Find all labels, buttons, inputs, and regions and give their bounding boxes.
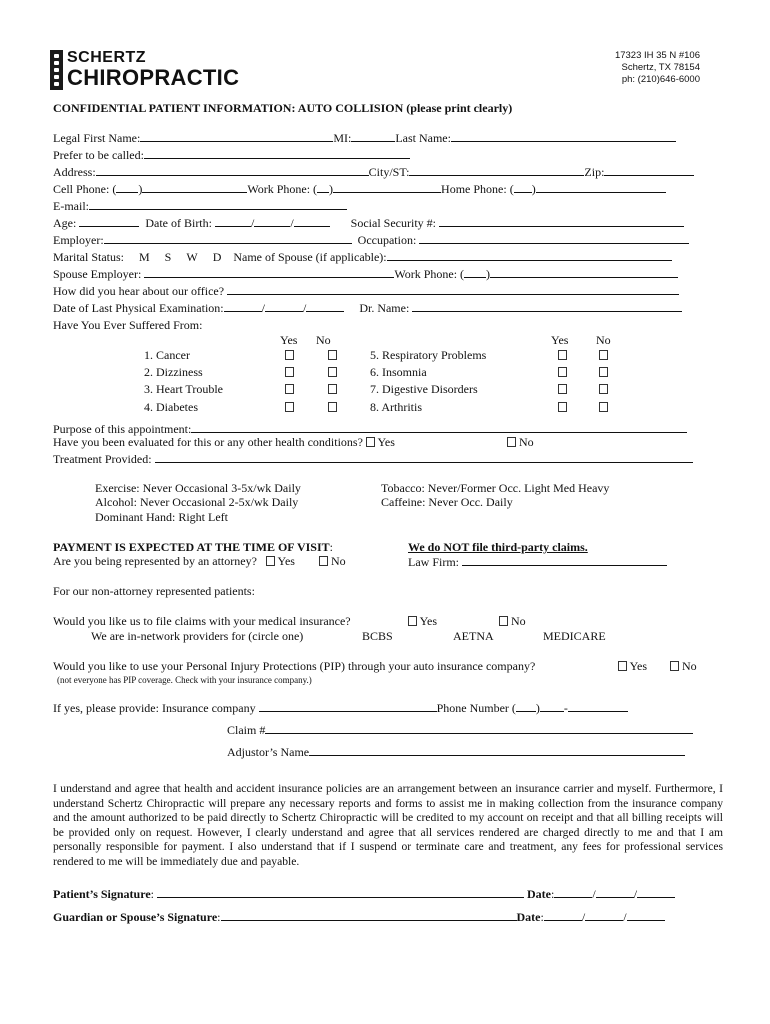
dob-month-field[interactable] <box>215 215 251 227</box>
insurance-row: If yes, please provide: Insurance company Phone Number ( ) - <box>53 700 628 715</box>
checkbox[interactable] <box>285 367 294 377</box>
attorney-no-checkbox[interactable] <box>319 556 328 566</box>
zip-field[interactable] <box>604 164 694 176</box>
pip-note: (not everyone has PIP coverage. Check with your insurance company.) <box>57 675 312 685</box>
spouse-phone-field[interactable] <box>490 266 678 278</box>
evaluated-yes-checkbox[interactable] <box>366 437 375 447</box>
pip-no: No <box>670 659 697 673</box>
provider-aetna[interactable]: AETNA <box>453 629 494 643</box>
claim-field[interactable] <box>265 722 693 734</box>
file-claims-no-checkbox[interactable] <box>499 616 508 626</box>
insurance-area-field[interactable] <box>516 700 536 712</box>
provider-medicare[interactable]: MEDICARE <box>543 629 606 643</box>
evaluated-row: Have you been evaluated for this or any other health conditions? Yes <box>53 435 395 449</box>
form-title: CONFIDENTIAL PATIENT INFORMATION: AUTO COLLISION (please print clearly) <box>53 101 513 115</box>
mi-field[interactable] <box>351 130 395 142</box>
dob-year-field[interactable] <box>294 215 330 227</box>
last-name-field[interactable] <box>451 130 676 142</box>
pip-yes-checkbox[interactable] <box>618 661 627 671</box>
checkbox[interactable] <box>328 350 337 360</box>
no-header-left: No <box>316 333 331 347</box>
clinic-address: 17323 IH 35 N #106 Schertz, TX 78154 ph: (210)646-6000 <box>614 50 700 85</box>
purpose-row: Purpose of this appointment: <box>53 421 687 436</box>
checkbox[interactable] <box>599 367 608 377</box>
marital-row: Marital Status: M S W D Name of Spouse (if applicable): <box>53 249 672 264</box>
address-field[interactable] <box>96 164 369 176</box>
ssn-field[interactable] <box>439 215 684 227</box>
file-claims-no: No <box>499 614 526 628</box>
exam-month-field[interactable] <box>224 300 262 312</box>
exercise-options[interactable]: Exercise: Never Occasional 3-5x/wk Daily <box>95 481 301 495</box>
adjustor-field[interactable] <box>309 744 685 756</box>
patient-date-year[interactable] <box>637 886 675 898</box>
checkbox[interactable] <box>328 367 337 377</box>
non-attorney-note: For our non-attorney represented patients: <box>53 584 255 598</box>
condition-label: 7. Digestive Disorders <box>370 382 478 396</box>
tobacco-options[interactable]: Tobacco: Never/Former Occ. Light Med Heavy <box>381 481 610 495</box>
patient-date-month[interactable] <box>554 886 592 898</box>
condition-label: 2. Dizziness <box>144 365 203 379</box>
pip-no-checkbox[interactable] <box>670 661 679 671</box>
marital-m[interactable]: M <box>139 250 150 264</box>
insurance-prefix-field[interactable] <box>540 700 564 712</box>
hear-field[interactable] <box>227 283 679 295</box>
prefer-row: Prefer to be called: <box>53 147 410 162</box>
yes-header-left: Yes <box>280 333 298 347</box>
checkbox[interactable] <box>599 350 608 360</box>
caffeine-options[interactable]: Caffeine: Never Occ. Daily <box>381 495 513 509</box>
pip-question: Would you like to use your Personal Injury Protections (PIP) through your auto insurance company? <box>53 659 536 673</box>
no-header-right: No <box>596 333 611 347</box>
yes-header-right: Yes <box>551 333 569 347</box>
guardian-date-day[interactable] <box>585 909 623 921</box>
condition-label: 1. Cancer <box>144 348 190 362</box>
patient-signature-row: Patient’s Signature: Date: / / <box>53 886 675 901</box>
checkbox[interactable] <box>558 367 567 377</box>
dob-day-field[interactable] <box>254 215 290 227</box>
employer-field[interactable] <box>104 232 352 244</box>
alcohol-options[interactable]: Alcohol: Never Occasional 2-5x/wk Daily <box>95 495 299 509</box>
pip-yes: Yes <box>618 659 647 673</box>
condition-label: 5. Respiratory Problems <box>370 348 487 362</box>
exam-year-field[interactable] <box>306 300 344 312</box>
spouse-employer-row: Spouse Employer: Work Phone: ( ) <box>53 266 678 281</box>
email-row: E-mail: <box>53 198 347 213</box>
attorney-row: Are you being represented by an attorney? Yes No <box>53 554 346 568</box>
logo-line2: CHIROPRACTIC <box>67 65 240 90</box>
spine-icon <box>50 50 63 90</box>
exam-day-field[interactable] <box>265 300 303 312</box>
home-phone-field[interactable] <box>536 181 666 193</box>
marital-d[interactable]: D <box>212 250 222 264</box>
provider-bcbs[interactable]: BCBS <box>362 629 393 643</box>
agreement-text: I understand and agree that health and accident insurance policies are an arrangement between an insurance carrier and myself. Furthermore, I understand Schertz Chiropractic will prepare any necessary reports and forms to assist me in making collection from the insurance company and the amount authorized to be paid directly to Schertz Chiropractic will be credited to my account on receipt and that all billing receipts will be provided only on request. However, I clearly understand and agree that all services rendered are charged directly to me and that I am personally responsible for payment. I also understand that if I suspend or terminate care and treatment, any fees for professional services rendered to me will be immediately due and payable. <box>53 782 723 868</box>
checkbox[interactable] <box>328 402 337 412</box>
city-field[interactable] <box>409 164 584 176</box>
email-field[interactable] <box>89 198 347 210</box>
payment-heading: PAYMENT IS EXPECTED AT THE TIME OF VISIT: <box>53 540 333 554</box>
spouse-employer-field[interactable] <box>144 266 394 278</box>
law-firm-row: Law Firm: <box>408 554 667 569</box>
work-phone-field[interactable] <box>333 181 441 193</box>
treatment-field[interactable] <box>155 451 693 463</box>
insurance-company-field[interactable] <box>259 700 437 712</box>
in-network-label: We are in-network providers for (circle one) <box>91 629 304 643</box>
spouse-area-field[interactable] <box>464 266 486 278</box>
address-row: Address: City/ST: Zip: <box>53 164 694 179</box>
treatment-row: Treatment Provided: <box>53 451 693 466</box>
checkbox[interactable] <box>558 384 567 394</box>
clinic-logo <box>50 48 250 92</box>
claim-row: Claim # <box>227 722 693 737</box>
condition-label: 4. Diabetes <box>144 400 198 414</box>
employer-row: Employer: Occupation: <box>53 232 689 247</box>
adjustor-row: Adjustor’s Name <box>227 744 685 759</box>
insurance-line-field[interactable] <box>568 700 628 712</box>
purpose-field[interactable] <box>191 421 687 433</box>
patient-signature-field[interactable] <box>157 886 524 898</box>
cell-phone-field[interactable] <box>142 181 247 193</box>
condition-label: 8. Arthritis <box>370 400 423 414</box>
marital-w[interactable]: W <box>186 250 198 264</box>
checkbox[interactable] <box>285 384 294 394</box>
work-area-field[interactable] <box>317 181 329 193</box>
checkbox[interactable] <box>558 350 567 360</box>
hand-options[interactable]: Dominant Hand: Right Left <box>95 510 228 524</box>
checkbox[interactable] <box>599 384 608 394</box>
condition-label: 6. Insomnia <box>370 365 427 379</box>
first-name-field[interactable] <box>140 130 333 142</box>
file-claims-yes: Yes <box>408 614 437 628</box>
phone-row: Cell Phone: ( ) Work Phone: ( ) Home Phone: ( ) <box>53 181 666 196</box>
age-row: Age: Date of Birth: / / Social Security #: <box>53 215 684 230</box>
prefer-field[interactable] <box>144 147 410 159</box>
evaluated-no: No <box>507 435 534 449</box>
evaluated-no-checkbox[interactable] <box>507 437 516 447</box>
checkbox[interactable] <box>558 402 567 412</box>
checkbox[interactable] <box>285 402 294 412</box>
home-area-field[interactable] <box>514 181 532 193</box>
checkbox[interactable] <box>285 350 294 360</box>
hear-row: How did you hear about our office? <box>53 283 679 298</box>
guardian-signature-field[interactable] <box>221 909 517 921</box>
age-field[interactable] <box>79 215 139 227</box>
guardian-date-month[interactable] <box>544 909 582 921</box>
file-claims-question: Would you like us to file claims with your medical insurance? <box>53 614 351 628</box>
patient-date-day[interactable] <box>596 886 634 898</box>
condition-label: 3. Heart Trouble <box>144 382 223 396</box>
file-claims-yes-checkbox[interactable] <box>408 616 417 626</box>
cell-area-field[interactable] <box>116 181 138 193</box>
guardian-date-year[interactable] <box>627 909 665 921</box>
spouse-name-field[interactable] <box>387 249 672 261</box>
exam-row: Date of Last Physical Examination: / / Dr. Name: <box>53 300 682 315</box>
law-firm-field[interactable] <box>462 554 667 566</box>
no-third-party-notice: We do NOT file third-party claims. <box>408 540 588 554</box>
attorney-yes-checkbox[interactable] <box>266 556 275 566</box>
marital-s[interactable]: S <box>164 250 172 264</box>
suffered-label: Have You Ever Suffered From: <box>53 318 203 332</box>
dr-name-field[interactable] <box>412 300 682 312</box>
guardian-signature-row: Guardian or Spouse’s Signature: Date: / / <box>53 909 665 924</box>
logo-line1: SCHERTZ <box>67 49 147 66</box>
checkbox[interactable] <box>328 384 337 394</box>
name-row: Legal First Name: MI: Last Name: <box>53 130 676 145</box>
checkbox[interactable] <box>599 402 608 412</box>
occupation-field[interactable] <box>419 232 689 244</box>
